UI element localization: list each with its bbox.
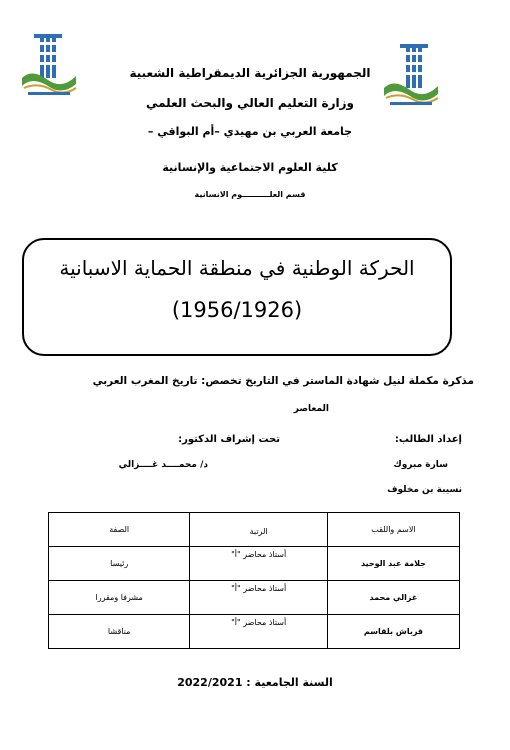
supervisor-name: د/ محمــــد غــــزالي <box>118 460 208 470</box>
committee-table <box>48 512 460 649</box>
thesis-period: (1956/1926) <box>171 298 303 322</box>
students-label: إعداد الطالب: <box>394 434 462 445</box>
table-header-row <box>49 513 460 547</box>
table-row <box>49 615 460 649</box>
university-logo-icon <box>18 28 80 100</box>
member-rank: أستاذ محاضر "أ" <box>190 615 328 649</box>
table-row <box>49 581 460 615</box>
header-name: الاسم واللقب <box>327 513 459 547</box>
member-name: جلامة عبد الوحيد <box>327 547 459 581</box>
republic-name: الجمهورية الجزائرية الديمقراطية الشعبية <box>129 66 371 80</box>
supervisor-label: تحت إشراف الدكتور: <box>178 434 280 445</box>
student-name: سارة مبروك <box>393 460 448 470</box>
header-role: الصفة <box>49 513 190 547</box>
member-rank: أستاذ محاضر "أ" <box>190 547 328 581</box>
member-name: قرباش بلقاسم <box>327 615 459 649</box>
thesis-description: مذكرة مكملة لنيل شهادة الماستر في التاريخ تخصص: تاريخ المغرب العربي <box>92 375 474 387</box>
member-name: غزالي محمد <box>327 581 459 615</box>
faculty-name: كلية العلوم الاجتماعية والإنسانية <box>162 161 338 174</box>
thesis-title-box <box>22 238 452 356</box>
thesis-description-continued: المعاصر <box>293 404 329 414</box>
member-role: مشرفا ومقررا <box>49 581 190 615</box>
member-rank: أستاذ محاضر "أ" <box>190 581 328 615</box>
student-name: نسيبة بن مخلوف <box>387 485 462 495</box>
ministry-name: وزارة التعليم العالي والبحث العلمي <box>145 96 355 110</box>
header-rank: الرتبة <box>190 513 328 547</box>
member-role: مناقشا <box>49 615 190 649</box>
table-row <box>49 547 460 581</box>
thesis-title: الحركة الوطنية في منطقة الحماية الاسبانية <box>59 256 415 280</box>
department-name: قسم العلــــــــــوم الانسانية <box>194 190 306 199</box>
university-name: جامعة العربي بن مهيدي –أم البواقي – <box>147 125 353 138</box>
member-role: رئيسا <box>49 547 190 581</box>
academic-year: السنة الجامعية : 2022/2021 <box>177 676 333 689</box>
